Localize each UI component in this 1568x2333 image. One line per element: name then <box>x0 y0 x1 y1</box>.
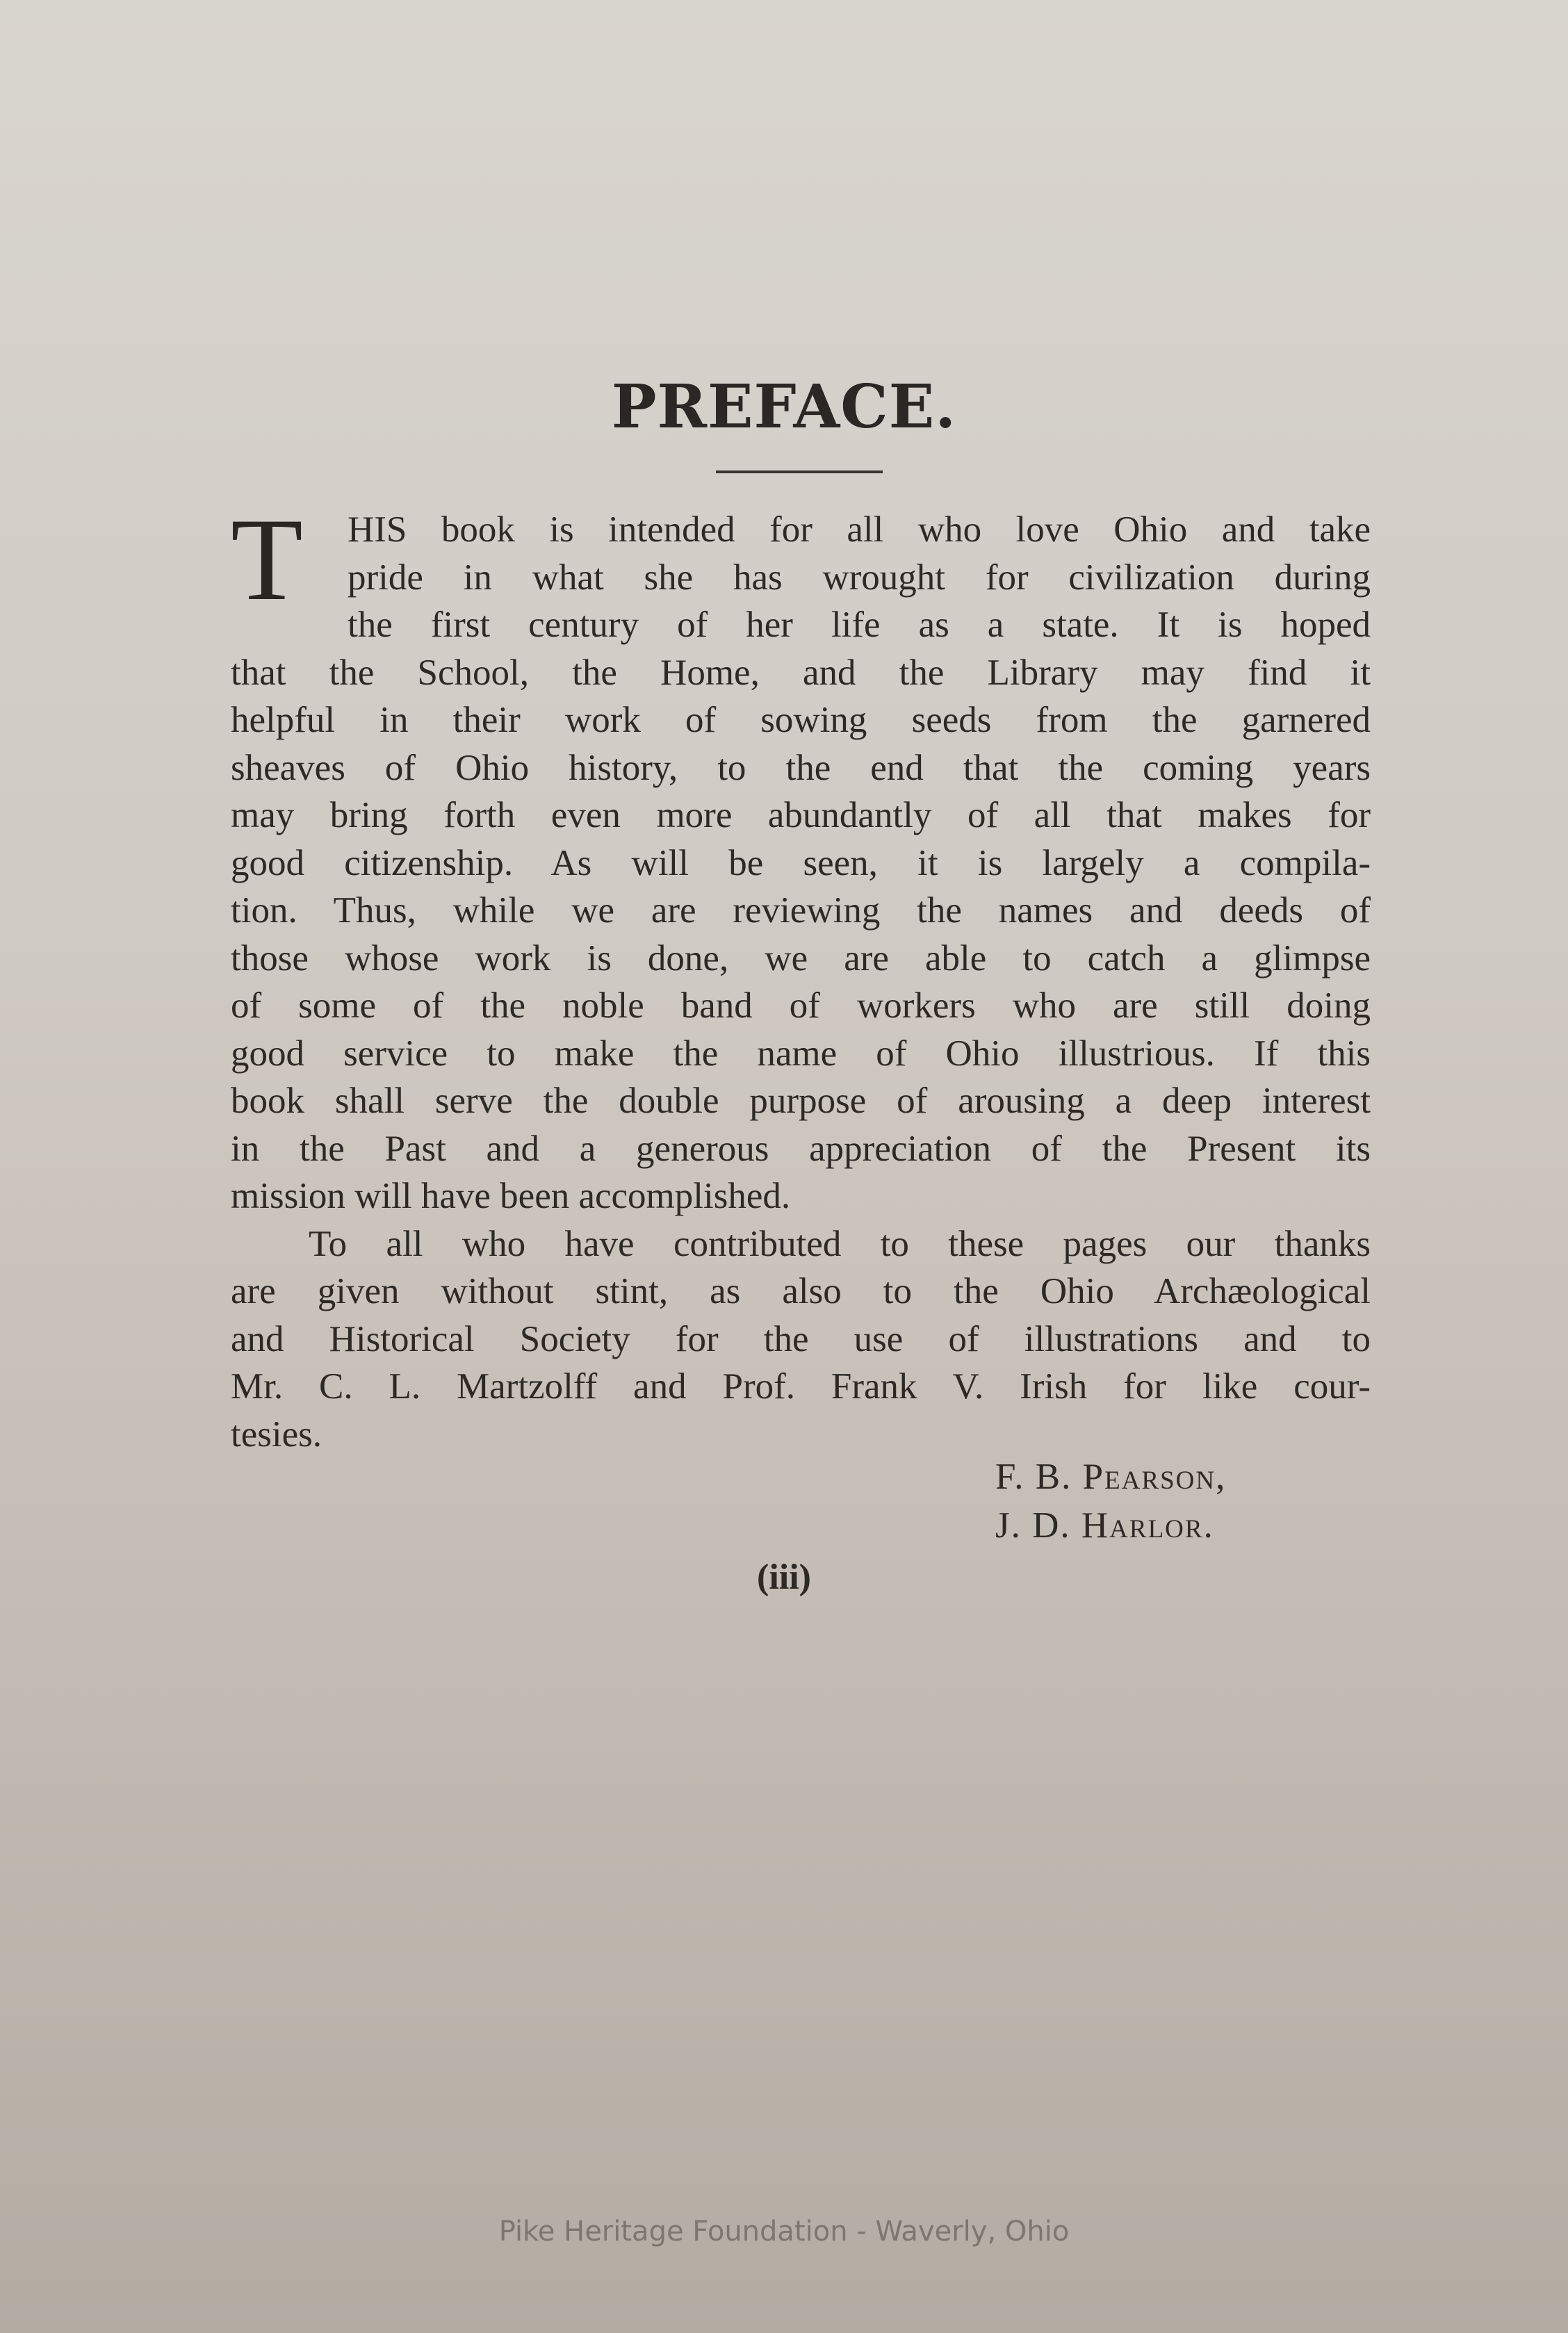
text-line: of some of the noble band of workers who are still doing <box>231 985 1371 1026</box>
footer-watermark: Pike Heritage Foundation - Waverly, Ohio <box>498 2216 1070 2248</box>
text-line: are given without stint, as also to the Ohio Archæological <box>231 1271 1371 1311</box>
text-line: HIS book is intended for all who love Ohio and take <box>348 509 1371 550</box>
text-line: good citizenship. As will be seen, it is largely a compila- <box>231 842 1371 883</box>
text-line: mission will have been accomplished. <box>231 1176 791 1216</box>
text-line: may bring forth even more abundantly of all that makes for <box>231 795 1371 835</box>
signature-name: Pearson, <box>1082 1457 1227 1497</box>
text-line: those whose work is done, we are able to catch a glimpse <box>231 938 1371 979</box>
signature-initials: J. D. <box>995 1505 1071 1546</box>
signature-name: Harlor. <box>1081 1505 1214 1546</box>
text-line: sheaves of Ohio history, to the end that the coming years <box>231 747 1371 788</box>
text-line: To all who have contributed to these pages our thanks <box>309 1223 1371 1264</box>
signature-block <box>995 1452 1226 1550</box>
text-line: and Historical Society for the use of illustrations and to <box>231 1318 1371 1359</box>
text-line: tesies. <box>231 1414 322 1455</box>
page-number: (iii) <box>757 1557 811 1597</box>
text-line: that the School, the Home, and the Library may find it <box>231 652 1371 693</box>
preface-body <box>231 494 1371 1458</box>
text-line: Mr. C. L. Martzolff and Prof. Frank V. Irish for like cour- <box>231 1366 1371 1407</box>
signature-line <box>995 1501 1226 1550</box>
text-line: in the Past and a generous appreciation of the Present its <box>231 1128 1371 1169</box>
title-rule <box>716 470 883 473</box>
signature-initials: F. B. <box>995 1457 1072 1497</box>
text-line: tion. Thus, while we are reviewing the names and deeds of <box>231 890 1371 931</box>
text-line: good service to make the name of Ohio illustrious. If this <box>231 1033 1371 1074</box>
page-title: PREFACE. <box>611 372 957 442</box>
text-line: the first century of her life as a state. It is hoped <box>348 605 1371 645</box>
text-line: pride in what she has wrought for civilization during <box>348 557 1371 598</box>
text-line: book shall serve the double purpose of arousing a deep interest <box>231 1081 1371 1121</box>
drop-cap: T <box>231 494 303 625</box>
text-line: helpful in their work of sowing seeds from the garnered <box>231 700 1371 740</box>
signature-line <box>995 1452 1226 1501</box>
